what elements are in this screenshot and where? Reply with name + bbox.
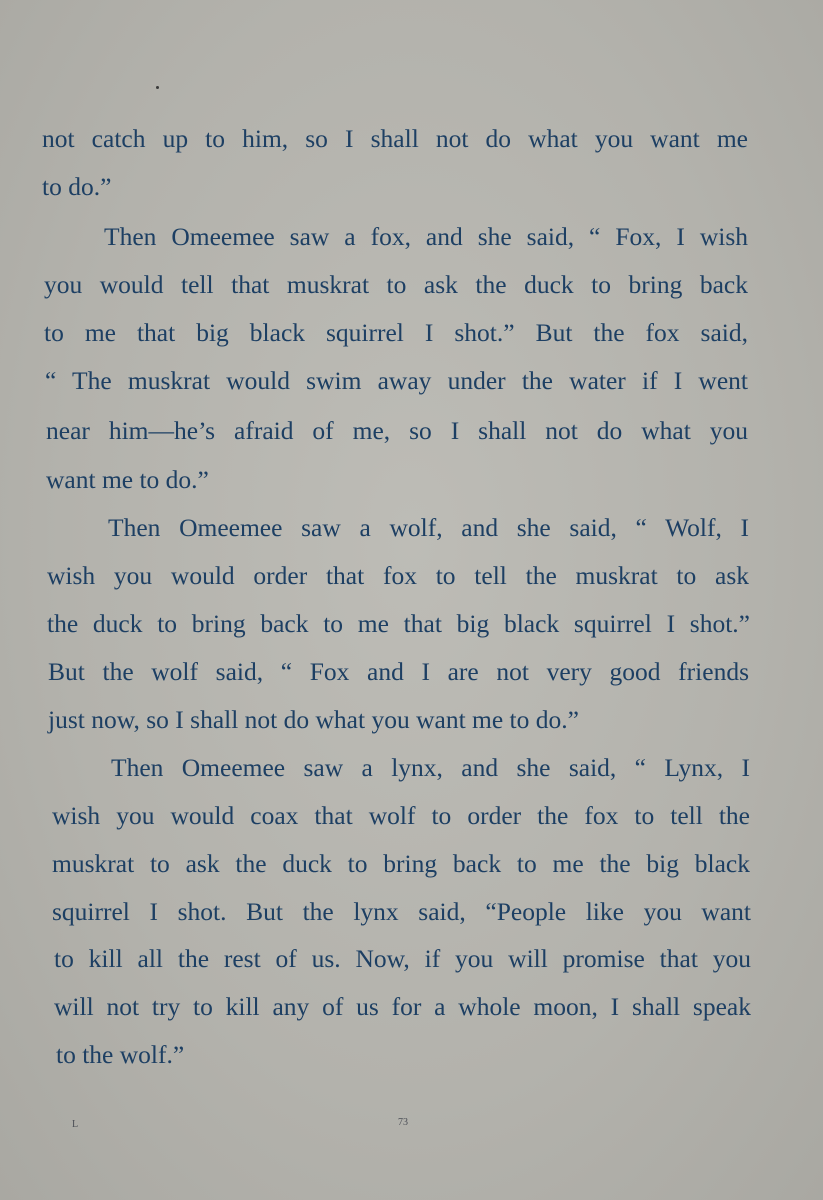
text-line: Then Omeemee saw a fox, and she said, “ Fox, I wish: [104, 222, 748, 251]
text-line: “ The muskrat would swim away under the water if I went: [45, 366, 748, 395]
text-line: to me that big black squirrel I shot.” But the fox said,: [44, 318, 748, 347]
text-line: you would tell that muskrat to ask the duck to bring back: [44, 270, 748, 299]
text-line: Then Omeemee saw a wolf, and she said, “ Wolf, I: [108, 513, 749, 542]
text-line: near him—he’s afraid of me, so I shall not do what you: [46, 416, 748, 445]
text-line: Then Omeemee saw a lynx, and she said, “ Lynx, I: [111, 753, 750, 782]
text-line: wish you would order that fox to tell the muskrat to ask: [47, 561, 749, 590]
text-line: to do.”: [42, 172, 112, 201]
text-line: the duck to bring back to me that big black squirrel I shot.”: [47, 609, 750, 638]
text-line: just now, so I shall not do what you want me to do.”: [48, 705, 579, 734]
signature-mark: L: [72, 1119, 79, 1130]
text-line: But the wolf said, “ Fox and I are not very good friends: [48, 657, 749, 686]
text-line: to the wolf.”: [56, 1040, 185, 1069]
text-line: squirrel I shot. But the lynx said, “People like you want: [52, 897, 751, 926]
text-line: muskrat to ask the duck to bring back to me the big black: [52, 849, 750, 878]
ink-speck: [156, 86, 159, 89]
text-line: not catch up to him, so I shall not do what you want me: [42, 124, 748, 153]
text-line: wish you would coax that wolf to order the fox to tell the: [52, 801, 750, 830]
page-number: 73: [398, 1117, 408, 1128]
text-line: want me to do.”: [46, 465, 209, 494]
text-line: to kill all the rest of us. Now, if you will promise that you: [54, 944, 751, 973]
text-line: will not try to kill any of us for a whole moon, I shall speak: [54, 992, 751, 1021]
